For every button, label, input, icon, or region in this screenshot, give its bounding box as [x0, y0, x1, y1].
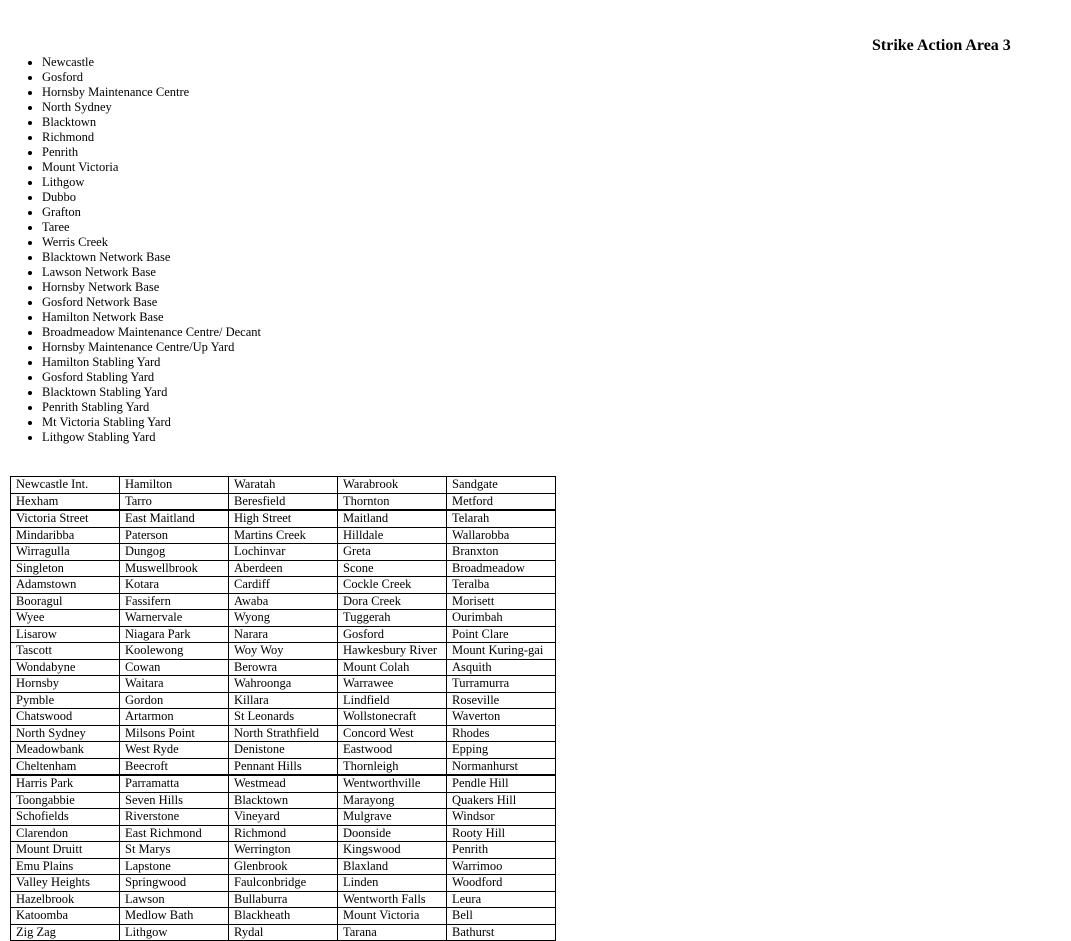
table-row [11, 560, 556, 577]
table-cell: Mount Victoria [338, 908, 447, 925]
table-cell: Mount Kuring-gai [447, 643, 556, 660]
table-row [11, 610, 556, 627]
table-cell: Lisarow [11, 626, 120, 643]
table-cell: Wyee [11, 610, 120, 627]
table-cell: Thornleigh [338, 758, 447, 775]
table-cell: Hazelbrook [11, 891, 120, 908]
table-row [11, 709, 556, 726]
table-cell: Hamilton [120, 477, 229, 494]
table-cell: Bell [447, 908, 556, 925]
table-cell: Lapstone [120, 858, 229, 875]
table-cell: Warabrook [338, 477, 447, 494]
table-cell: Booragul [11, 593, 120, 610]
table-cell: Vineyard [229, 809, 338, 826]
table-cell: Singleton [11, 560, 120, 577]
location-list-item: • Blacktown Stabling Yard [42, 385, 261, 400]
table-row [11, 924, 556, 941]
table-cell: Bullaburra [229, 891, 338, 908]
table-cell: Werrington [229, 842, 338, 859]
table-row [11, 891, 556, 908]
table-row [11, 577, 556, 594]
table-cell: Gordon [120, 692, 229, 709]
table-cell: Turramurra [447, 676, 556, 693]
table-row [11, 659, 556, 676]
table-cell: Blaxland [338, 858, 447, 875]
location-list-item: • Blacktown [42, 115, 261, 130]
table-cell: Harris Park [11, 775, 120, 792]
location-list-item: • Hornsby Network Base [42, 280, 261, 295]
table-cell: Berowra [229, 659, 338, 676]
table-cell: Schofields [11, 809, 120, 826]
location-list-item: • Lawson Network Base [42, 265, 261, 280]
table-cell: Waratah [229, 477, 338, 494]
table-cell: Warnervale [120, 610, 229, 627]
table-cell: Wallarobba [447, 527, 556, 544]
table-cell: Milsons Point [120, 725, 229, 742]
table-cell: Westmead [229, 775, 338, 792]
table-cell: Dora Creek [338, 593, 447, 610]
table-row [11, 593, 556, 610]
table-row [11, 758, 556, 775]
table-cell: Koolewong [120, 643, 229, 660]
location-list-item: • Broadmeadow Maintenance Centre/ Decant [42, 325, 261, 340]
table-cell: Lochinvar [229, 544, 338, 561]
table-row [11, 908, 556, 925]
table-cell: Adamstown [11, 577, 120, 594]
table-cell: Lindfield [338, 692, 447, 709]
table-cell: Hilldale [338, 527, 447, 544]
table-cell: Pendle Hill [447, 775, 556, 792]
table-row [11, 725, 556, 742]
table-cell: Tarana [338, 924, 447, 941]
table-cell: Epping [447, 742, 556, 759]
table-cell: Cowan [120, 659, 229, 676]
table-cell: Wollstonecraft [338, 709, 447, 726]
table-cell: Seven Hills [120, 792, 229, 809]
table-cell: Metford [447, 493, 556, 510]
table-cell: Katoomba [11, 908, 120, 925]
table-cell: Clarendon [11, 825, 120, 842]
table-cell: Cheltenham [11, 758, 120, 775]
table-row [11, 676, 556, 693]
table-cell: Marayong [338, 792, 447, 809]
table-cell: Blacktown [229, 792, 338, 809]
table-cell: Hawkesbury River [338, 643, 447, 660]
location-list-item: • Richmond [42, 130, 261, 145]
table-cell: Kotara [120, 577, 229, 594]
table-row [11, 477, 556, 494]
location-list-item: • Mt Victoria Stabling Yard [42, 415, 261, 430]
table-cell: Cockle Creek [338, 577, 447, 594]
table-row [11, 775, 556, 792]
table-cell: Aberdeen [229, 560, 338, 577]
table-cell: Beecroft [120, 758, 229, 775]
location-list-item: • Grafton [42, 205, 261, 220]
table-cell: Linden [338, 875, 447, 892]
table-cell: Lithgow [120, 924, 229, 941]
table-row [11, 527, 556, 544]
table-cell: Rydal [229, 924, 338, 941]
table-cell: North Sydney [11, 725, 120, 742]
location-list-item: • Gosford [42, 70, 261, 85]
table-cell: Wentworthville [338, 775, 447, 792]
table-cell: Meadowbank [11, 742, 120, 759]
table-cell: Bathurst [447, 924, 556, 941]
location-list-item: • Lithgow [42, 175, 261, 190]
table-cell: Riverstone [120, 809, 229, 826]
location-list [0, 55, 261, 445]
location-list-item: • Hamilton Network Base [42, 310, 261, 325]
table-cell: Martins Creek [229, 527, 338, 544]
table-cell: Doonside [338, 825, 447, 842]
location-list-item: • Hornsby Maintenance Centre/Up Yard [42, 340, 261, 355]
table-cell: Woy Woy [229, 643, 338, 660]
table-cell: Dungog [120, 544, 229, 561]
table-cell: Sandgate [447, 477, 556, 494]
table-cell: Emu Plains [11, 858, 120, 875]
location-list-item: • Blacktown Network Base [42, 250, 261, 265]
table-cell: Gosford [338, 626, 447, 643]
table-cell: High Street [229, 510, 338, 527]
table-cell: Penrith [447, 842, 556, 859]
table-cell: Thornton [338, 493, 447, 510]
table-cell: Newcastle Int. [11, 477, 120, 494]
table-row [11, 742, 556, 759]
location-list-item: • Mount Victoria [42, 160, 261, 175]
table-row [11, 493, 556, 510]
table-cell: Fassifern [120, 593, 229, 610]
table-cell: Hornsby [11, 676, 120, 693]
table-cell: Glenbrook [229, 858, 338, 875]
table-cell: Hexham [11, 493, 120, 510]
table-cell: Killara [229, 692, 338, 709]
table-cell: Tuggerah [338, 610, 447, 627]
table-cell: Wondabyne [11, 659, 120, 676]
table-cell: Morisett [447, 593, 556, 610]
table-cell: Asquith [447, 659, 556, 676]
table-row [11, 626, 556, 643]
table-cell: Wirragulla [11, 544, 120, 561]
table-cell: Victoria Street [11, 510, 120, 527]
table-cell: Mulgrave [338, 809, 447, 826]
table-cell: Artarmon [120, 709, 229, 726]
location-list-item: • Hornsby Maintenance Centre [42, 85, 261, 100]
location-list-item: • Lithgow Stabling Yard [42, 430, 261, 445]
table-cell: Broadmeadow [447, 560, 556, 577]
table-cell: Beresfield [229, 493, 338, 510]
stations-table [10, 476, 556, 941]
table-row [11, 510, 556, 527]
table-cell: Waitara [120, 676, 229, 693]
table-cell: Springwood [120, 875, 229, 892]
table-cell: Tarro [120, 493, 229, 510]
table-cell: Wentworth Falls [338, 891, 447, 908]
location-list-item: • Penrith Stabling Yard [42, 400, 261, 415]
location-list-item: • Newcastle [42, 55, 261, 70]
table-cell: Valley Heights [11, 875, 120, 892]
table-cell: Point Clare [447, 626, 556, 643]
table-cell: Zig Zag [11, 924, 120, 941]
table-cell: Blackheath [229, 908, 338, 925]
table-cell: East Richmond [120, 825, 229, 842]
table-cell: Medlow Bath [120, 908, 229, 925]
table-cell: Woodford [447, 875, 556, 892]
table-row [11, 858, 556, 875]
table-cell: Windsor [447, 809, 556, 826]
table-cell: St Marys [120, 842, 229, 859]
table-cell: Chatswood [11, 709, 120, 726]
table-row [11, 825, 556, 842]
page-title: Strike Action Area 3 [872, 37, 1011, 54]
table-cell: Ourimbah [447, 610, 556, 627]
table-cell: Waverton [447, 709, 556, 726]
table-cell: Tascott [11, 643, 120, 660]
table-row [11, 544, 556, 561]
table-cell: West Ryde [120, 742, 229, 759]
table-cell: St Leonards [229, 709, 338, 726]
table-cell: Wahroonga [229, 676, 338, 693]
table-cell: Mount Colah [338, 659, 447, 676]
location-list-item: • Dubbo [42, 190, 261, 205]
table-cell: Toongabbie [11, 792, 120, 809]
table-cell: Rhodes [447, 725, 556, 742]
location-list-item: • Hamilton Stabling Yard [42, 355, 261, 370]
table-cell: Denistone [229, 742, 338, 759]
location-list-item: • Taree [42, 220, 261, 235]
table-cell: Mindaribba [11, 527, 120, 544]
table-cell: Awaba [229, 593, 338, 610]
table-cell: Pennant Hills [229, 758, 338, 775]
location-list-item: • Werris Creek [42, 235, 261, 250]
table-cell: Quakers Hill [447, 792, 556, 809]
table-row [11, 842, 556, 859]
table-row [11, 875, 556, 892]
table-cell: North Strathfield [229, 725, 338, 742]
table-row [11, 692, 556, 709]
table-row [11, 809, 556, 826]
table-cell: Paterson [120, 527, 229, 544]
table-cell: Warrimoo [447, 858, 556, 875]
table-cell: Telarah [447, 510, 556, 527]
table-cell: Lawson [120, 891, 229, 908]
table-cell: Richmond [229, 825, 338, 842]
table-cell: Eastwood [338, 742, 447, 759]
table-cell: Warrawee [338, 676, 447, 693]
table-cell: Maitland [338, 510, 447, 527]
table-cell: Niagara Park [120, 626, 229, 643]
location-list-item: • Gosford Stabling Yard [42, 370, 261, 385]
table-cell: Kingswood [338, 842, 447, 859]
table-cell: Teralba [447, 577, 556, 594]
table-cell: Parramatta [120, 775, 229, 792]
table-cell: Wyong [229, 610, 338, 627]
table-cell: Pymble [11, 692, 120, 709]
table-cell: Concord West [338, 725, 447, 742]
location-list-item: • North Sydney [42, 100, 261, 115]
table-cell: Faulconbridge [229, 875, 338, 892]
table-cell: Roseville [447, 692, 556, 709]
table-cell: Mount Druitt [11, 842, 120, 859]
table-row [11, 792, 556, 809]
table-cell: Muswellbrook [120, 560, 229, 577]
table-cell: Cardiff [229, 577, 338, 594]
location-list-item: • Penrith [42, 145, 261, 160]
table-cell: Normanhurst [447, 758, 556, 775]
table-cell: Rooty Hill [447, 825, 556, 842]
table-cell: Scone [338, 560, 447, 577]
table-cell: Narara [229, 626, 338, 643]
table-cell: East Maitland [120, 510, 229, 527]
table-cell: Branxton [447, 544, 556, 561]
table-row [11, 643, 556, 660]
table-cell: Greta [338, 544, 447, 561]
table-cell: Leura [447, 891, 556, 908]
location-list-item: • Gosford Network Base [42, 295, 261, 310]
